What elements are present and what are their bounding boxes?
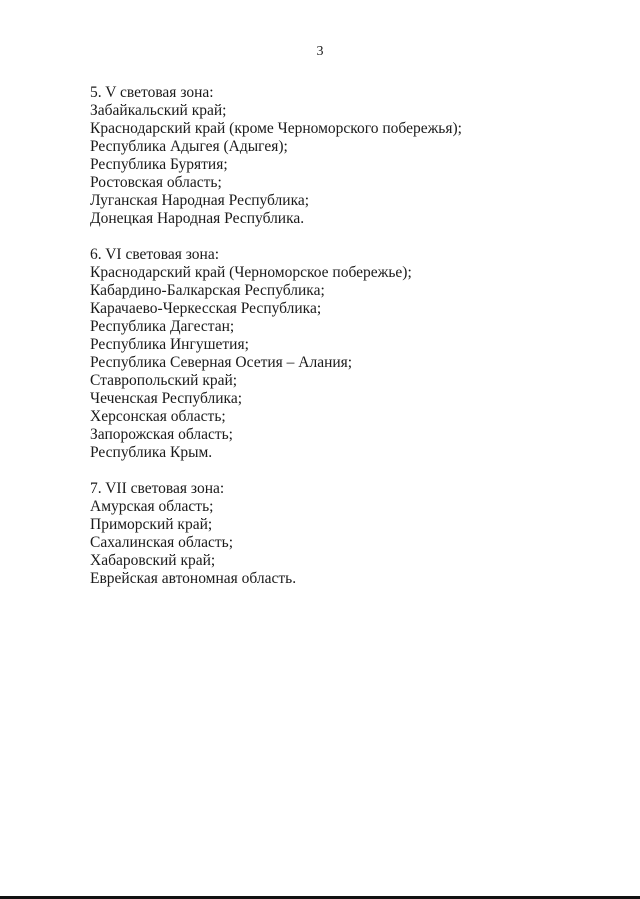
- region-item: Республика Дагестан;: [90, 318, 235, 335]
- zone-title: 5. V световая зона:: [90, 84, 214, 101]
- region-item: Ростовская область;: [90, 174, 222, 191]
- page-number: 3: [316, 44, 324, 59]
- region-item: Республика Бурятия;: [90, 156, 228, 173]
- region-item: Республика Крым.: [90, 444, 213, 461]
- zone-7: [90, 480, 610, 588]
- region-item: Амурская область;: [90, 498, 214, 515]
- region-item: Сахалинская область;: [90, 534, 234, 551]
- region-item: Карачаево-Черкесская Республика;: [90, 300, 322, 317]
- region-item: Хабаровский край;: [90, 552, 216, 569]
- region-item: Республика Ингушетия;: [90, 336, 249, 353]
- region-item: Херсонская область;: [90, 408, 226, 425]
- region-item: Кабардино-Балкарская Республика;: [90, 282, 325, 299]
- region-item: Ставропольский край;: [90, 372, 238, 389]
- region-item: Луганская Народная Республика;: [90, 192, 310, 209]
- region-item: Приморский край;: [90, 516, 213, 533]
- region-item: Забайкальский край;: [90, 102, 227, 119]
- region-item: Республика Адыгея (Адыгея);: [90, 138, 288, 155]
- zone-6: [90, 246, 610, 462]
- region-item: Краснодарский край (Черноморское побережье);: [90, 264, 412, 281]
- region-item: Еврейская автономная область.: [90, 570, 297, 587]
- region-item: Республика Северная Осетия – Алания;: [90, 354, 353, 371]
- zone-5: [90, 84, 610, 228]
- zone-title: 7. VII световая зона:: [90, 480, 225, 497]
- region-item: Краснодарский край (кроме Черноморского побережья);: [90, 120, 462, 137]
- region-item: Донецкая Народная Республика.: [90, 210, 305, 227]
- region-item: Чеченская Республика;: [90, 390, 243, 407]
- zone-title: 6. VI световая зона:: [90, 246, 220, 263]
- region-item: Запорожская область;: [90, 426, 233, 443]
- document-body: [90, 84, 610, 606]
